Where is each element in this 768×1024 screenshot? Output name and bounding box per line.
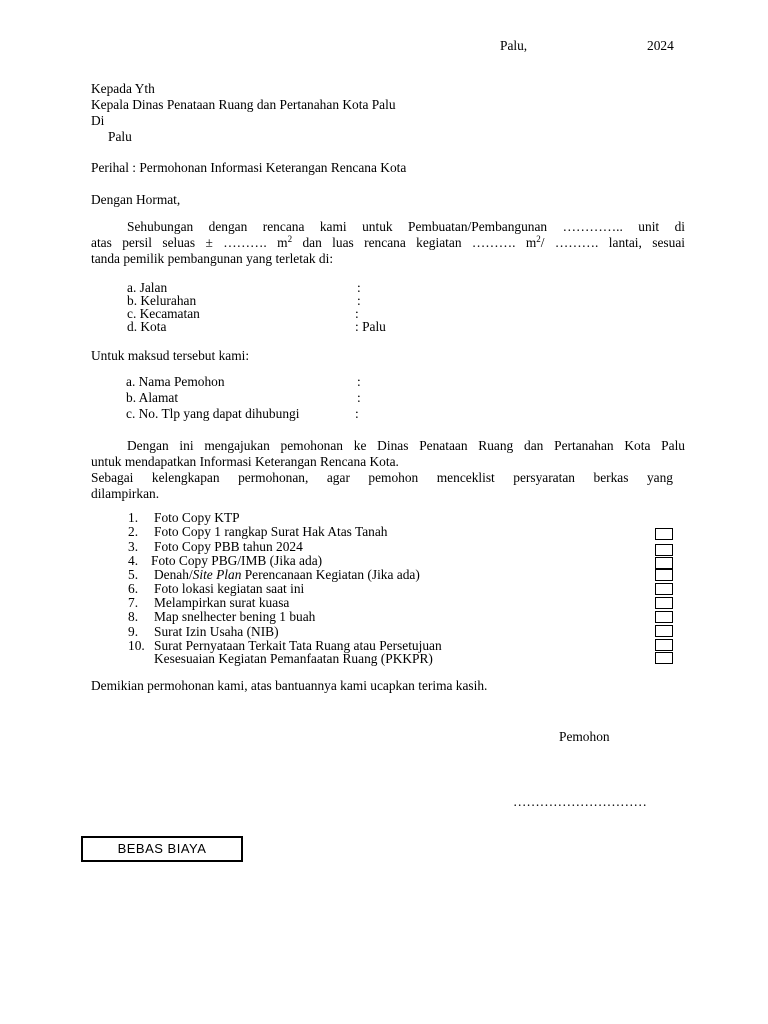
location-value: : bbox=[355, 306, 359, 321]
requirement-number: 8. bbox=[128, 609, 139, 624]
paragraph1-line2 bbox=[91, 235, 685, 251]
location-label: c. Kecamatan bbox=[127, 306, 200, 321]
requirement-number: 4. bbox=[128, 553, 139, 568]
requirement-text: Melampirkan surat kuasa bbox=[154, 595, 290, 610]
requirement-text: Map snelhecter bening 1 buah bbox=[154, 609, 316, 624]
paragraph1-line2-c: / ………. lantai, sesuai bbox=[540, 235, 685, 250]
signature-label: Pemohon bbox=[559, 729, 610, 744]
requirement-number: 6. bbox=[128, 581, 139, 596]
location-value: : bbox=[357, 293, 361, 308]
signature-line: ………………………… bbox=[513, 794, 647, 809]
requirement-checkbox-4[interactable] bbox=[655, 569, 673, 581]
location-label: b. Kelurahan bbox=[127, 293, 197, 308]
requirement-text: Surat Izin Usaha (NIB) bbox=[154, 624, 279, 639]
requirement-text-continued: Kesesuaian Kegiatan Pemanfaatan Ruang (PKKPR) bbox=[154, 651, 433, 666]
requirement-text: Foto Copy PBB tahun 2024 bbox=[154, 539, 303, 554]
purpose-intro: Untuk maksud tersebut kami: bbox=[91, 348, 250, 363]
requirement-number: 10. bbox=[128, 638, 145, 653]
requirement-checkbox-9[interactable] bbox=[655, 639, 673, 651]
requirement-number: 5. bbox=[128, 567, 139, 582]
location-label: a. Jalan bbox=[127, 280, 168, 295]
requirement-number: 9. bbox=[128, 624, 139, 639]
requirement-number: 1. bbox=[128, 510, 139, 525]
requirement-text bbox=[154, 568, 420, 582]
recipient-office: Kepala Dinas Penataan Ruang dan Pertanahan Kota Palu bbox=[91, 97, 396, 112]
free-of-charge-badge: BEBAS BIAYA bbox=[81, 836, 243, 862]
requirement-text: Foto Copy PBG/IMB (Jika ada) bbox=[151, 553, 323, 568]
paragraph2-line2: untuk mendapatkan Informasi Keterangan Rencana Kota. bbox=[91, 454, 399, 469]
paragraph1-line1: Sehubungan dengan rencana kami untuk Pembuatan/Pembangunan ………….. unit di bbox=[127, 219, 685, 234]
applicant-value: : bbox=[355, 406, 359, 421]
recipient-place: Palu bbox=[108, 129, 132, 144]
subject-line: Perihal : Permohonan Informasi Keterangan Rencana Kota bbox=[91, 160, 407, 175]
location-label: d. Kota bbox=[127, 319, 167, 334]
applicant-value: : bbox=[357, 374, 361, 389]
requirement-text-a: Denah/ bbox=[154, 567, 193, 582]
requirement-checkbox-10[interactable] bbox=[655, 652, 673, 664]
requirement-text: Foto Copy 1 rangkap Surat Hak Atas Tanah bbox=[154, 524, 388, 539]
applicant-label: c. No. Tlp yang dapat dihubungi bbox=[126, 406, 300, 421]
requirement-checkbox-2[interactable] bbox=[655, 544, 673, 556]
requirement-text: Foto Copy KTP bbox=[154, 510, 240, 525]
superscript-2: 2 bbox=[287, 234, 293, 244]
requirement-checkbox-7[interactable] bbox=[655, 611, 673, 623]
paragraph1-line2-a: atas persil seluas ± ………. m bbox=[91, 235, 288, 250]
requirement-number: 2. bbox=[128, 524, 139, 539]
paragraph1-line3: tanda pemilik pembangunan yang terletak di: bbox=[91, 251, 334, 266]
paragraph2-line1: Dengan ini mengajukan pemohonan ke Dinas Penataan Ruang dan Pertanahan Kota Palu bbox=[127, 438, 685, 453]
date-year: 2024 bbox=[647, 38, 674, 53]
requirement-checkbox-3[interactable] bbox=[655, 557, 673, 569]
requirement-number: 7. bbox=[128, 595, 139, 610]
location-value: : Palu bbox=[355, 319, 386, 334]
requirement-text-b: Perencanaan Kegiatan (Jika ada) bbox=[241, 567, 420, 582]
requirement-text: Surat Pernyataan Terkait Tata Ruang atau Persetujuan bbox=[154, 638, 442, 653]
superscript-2b: 2 bbox=[536, 234, 541, 244]
requirement-checkbox-1[interactable] bbox=[655, 528, 673, 540]
paragraph2-line4: dilampirkan. bbox=[91, 486, 160, 501]
date-city: Palu, bbox=[500, 38, 528, 53]
requirement-text: Foto lokasi kegiatan saat ini bbox=[154, 581, 305, 596]
applicant-label: b. Alamat bbox=[126, 390, 179, 405]
recipient-di: Di bbox=[91, 113, 105, 128]
applicant-label: a. Nama Pemohon bbox=[126, 374, 225, 389]
location-value: : bbox=[357, 280, 361, 295]
closing-sentence: Demikian permohonan kami, atas bantuannya kami ucapkan terima kasih. bbox=[91, 678, 488, 693]
paragraph1-line2-b: dan luas rencana kegiatan ………. m bbox=[292, 235, 537, 250]
recipient-salutation: Kepada Yth bbox=[91, 81, 155, 96]
paragraph2-line3: Sebagai kelengkapan permohonan, agar pemohon menceklist persyaratan berkas yang bbox=[91, 470, 673, 485]
greeting: Dengan Hormat, bbox=[91, 192, 181, 207]
requirement-number: 3. bbox=[128, 539, 139, 554]
requirement-checkbox-5[interactable] bbox=[655, 583, 673, 595]
requirement-checkbox-6[interactable] bbox=[655, 597, 673, 609]
requirement-checkbox-8[interactable] bbox=[655, 625, 673, 637]
requirement-text-italic: Site Plan bbox=[192, 567, 242, 582]
applicant-value: : bbox=[357, 390, 361, 405]
